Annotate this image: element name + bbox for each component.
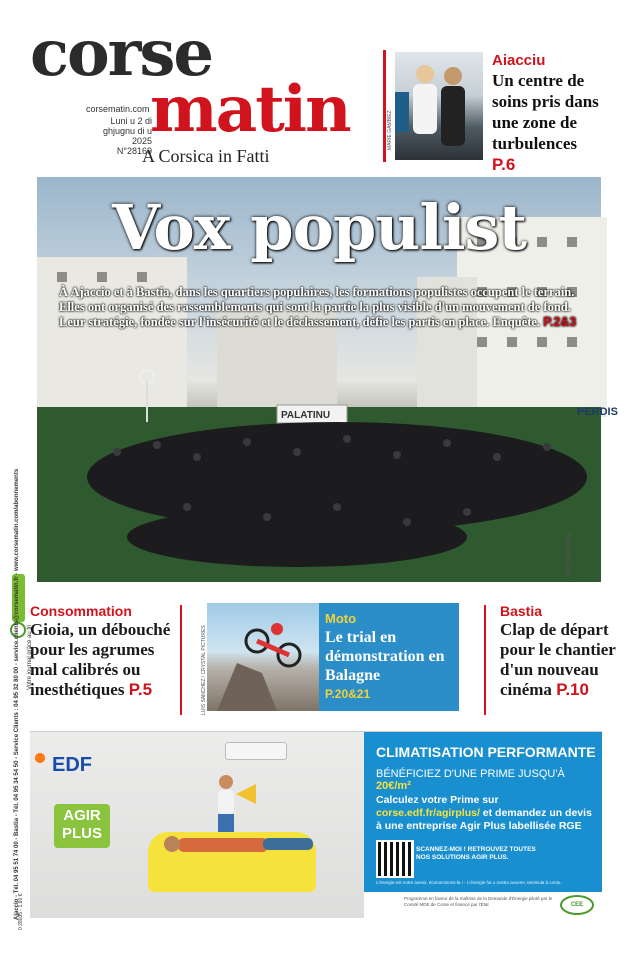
page-reference: P.10 [556, 680, 589, 699]
lead-text: À Ajaccio et à Bastia, dans les quartiers populaires, les formations populistes occupent le terrain. Elles ont organisé des rassemblements qui sont la partie la plus visible d'un mouvement de fond. Leur stratégie, fondée sur l'insécurité et le déclassement, défie les partis en place. Enquête. [59, 285, 575, 329]
moto-photo [207, 603, 319, 711]
edf-advertisement[interactable] [30, 731, 602, 918]
banner-palatinu: PALATINU [281, 410, 331, 421]
ad-prime [376, 768, 602, 792]
motorbike-icon [207, 603, 319, 711]
barcode-price: 0 28035 - 1,60 € [18, 893, 24, 930]
main-headline[interactable]: Vox populist [111, 191, 527, 264]
prime-value: 20€/m² [376, 780, 411, 792]
logo-matin: matin [150, 72, 350, 147]
reclining-man-icon [148, 824, 318, 864]
ad-offer-panel[interactable] [364, 732, 602, 918]
qr-code-icon[interactable] [376, 840, 414, 878]
page-reference: P.6 [492, 155, 516, 174]
divider [484, 605, 486, 715]
divider [383, 50, 386, 162]
recycle-text: Votre journal grâce au tri [27, 624, 33, 690]
site-url[interactable]: corsematin.com [86, 104, 150, 114]
body-text-1: Calculez votre Prime sur [376, 794, 499, 806]
headline-text: Gioia, un débouché pour les agrumes mal calibrés ou inesthétiques [30, 620, 171, 699]
cee-logo: CEE [560, 895, 594, 915]
ad-fineprint: L'énergie est notre avenir, économisons-la ! - L'énergie ha u nostru avvene, tenimula à contu. [376, 880, 562, 885]
air-conditioner-icon [225, 742, 287, 760]
scan-call-to-action: SCANNEZ-MOI ! RETROUVEZ TOUTES NOS SOLUTIONS AGIR PLUS. [416, 846, 536, 861]
story-consommation-headline[interactable] [30, 620, 180, 700]
photo-credit: MARIE GAMBIEZ [387, 110, 393, 150]
contact-spine: Ajaccio - Tél. 04 95 51 74 00 - Bastia - Tél. 04 95 34 54 50 - Service Clients : 04 95 32 80 00 - service.clients@corsematin.fr - www.corsematin.com/abonnements [14, 468, 20, 920]
issue-number: N°28169 [116, 146, 152, 156]
headline-text: Clap de départ pour le chantier d'un nouveau cinéma [500, 620, 616, 699]
photo-credit: LUIS SANCHEZ / CRYSTAL PICTURES [201, 625, 207, 715]
agir-plus-logo: AGIR PLUS [54, 804, 110, 848]
photo-credit: CHRISTIAN BUFFA [567, 533, 573, 578]
main-story-photo[interactable] [37, 177, 618, 582]
story-moto-headline: Le trial en démonstration en Balagne [325, 629, 445, 684]
ad-visual [30, 732, 364, 918]
page-reference: P.5 [128, 680, 153, 699]
logo-corse: corse [30, 16, 213, 91]
headline-text: Un centre de soins pris dans une zone de turbulences [492, 71, 599, 153]
story-moto-kicker: Moto [325, 611, 357, 626]
edf-sun-icon [30, 748, 50, 768]
ad-title: CLIMATISATION PERFORMANTE [376, 744, 596, 760]
date-text: Luni u 2 di ghjugnu di u 2025 [102, 116, 152, 146]
people-photo-icon [395, 52, 483, 160]
tagline: A Corsica in Fatti [142, 146, 270, 166]
top-story-photo[interactable] [395, 52, 483, 160]
top-story-headline[interactable] [492, 70, 617, 175]
prime-text: BÉNÉFICIEZ D'UNE PRIME JUSQU'À [376, 768, 565, 780]
ad-url-link[interactable]: corse.edf.fr/agirplus/ [376, 807, 480, 819]
divider [180, 605, 182, 715]
top-story-kicker: Aiacciu [492, 52, 546, 69]
edf-logo: EDF [52, 754, 92, 776]
banner-perdis: PERDIS [577, 406, 618, 418]
page-reference: P.20&21 [325, 687, 371, 701]
ad-legal-text: Programme en faveur de la maîtrise de la Demande d'Énergie piloté par le Comité MDE de Corse et financé par l'État [404, 896, 553, 907]
ad-body [376, 794, 596, 833]
ad-footer [364, 892, 602, 918]
page-reference: P.2&3 [543, 315, 577, 329]
story-bastia-headline[interactable] [500, 620, 618, 700]
body-text-2: et demandez un devis à une entreprise Agir Plus labellisée RGE [376, 807, 592, 832]
main-lead [59, 285, 599, 330]
story-consommation-kicker: Consommation [30, 603, 132, 619]
story-bastia-kicker: Bastia [500, 603, 543, 619]
story-moto[interactable] [207, 603, 459, 711]
